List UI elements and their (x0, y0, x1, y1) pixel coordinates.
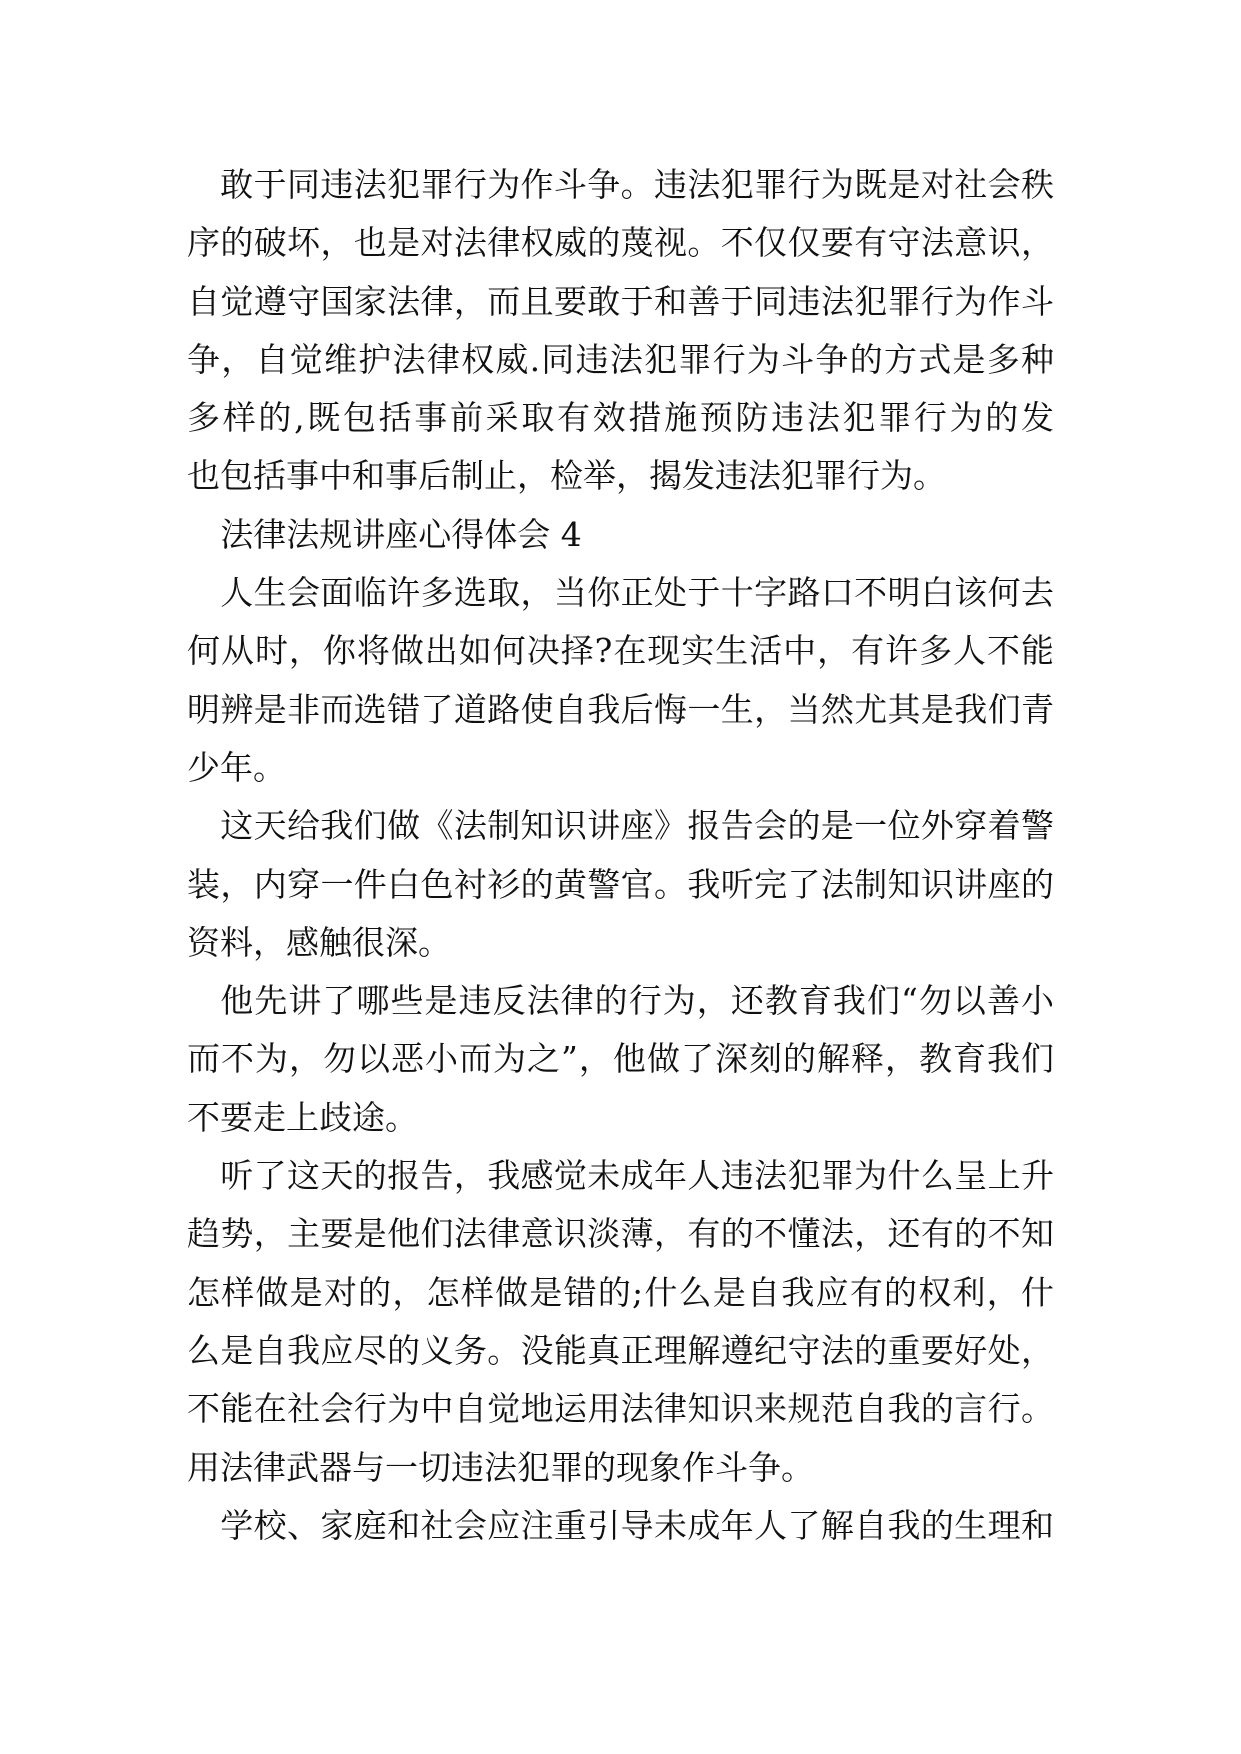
paragraph (187, 564, 1054, 797)
document-body (187, 156, 1054, 1555)
text-line: 怎样做是对的，怎样做是错的;什么是自我应有的权利，什 (187, 1272, 1054, 1312)
heading-line: 法律法规讲座心得体会 4 (220, 514, 582, 554)
text-line: 何从时，你将做出如何决择?在现实生活中，有许多人不能 (187, 631, 1054, 671)
text-line: 么是自我应尽的义务。没能真正理解遵纪守法的重要好处， (187, 1330, 1054, 1370)
text-line: 敢于同违法犯罪行为作斗争。违法犯罪行为既是对社会秩 (220, 165, 1054, 204)
text-line: 这天给我们做《法制知识讲座》报告会的是一位外穿着警 (220, 806, 1054, 846)
text-line: 也包括事中和事后制止，检举，揭发违法犯罪行为。 (187, 456, 946, 496)
text-line: 而不为，勿以恶小而为之”，他做了深刻的解释，教育我们 (187, 1039, 1054, 1079)
text-line: 不能在社会行为中自觉地运用法律知识来规范自我的言行。 (187, 1389, 1054, 1429)
text-line: 学校、家庭和社会应注重引导未成年人了解自我的生理和 (220, 1505, 1054, 1545)
text-line: 少年。 (187, 747, 286, 787)
text-line: 争，自觉维护法律权威.同违法犯罪行为斗争的方式是多种 (187, 339, 1054, 379)
text-line: 明辨是非而选错了道路使自我后悔一生，当然尤其是我们青 (187, 689, 1054, 729)
text-line: 自觉遵守国家法律，而且要敢于和善于同违法犯罪行为作斗 (187, 281, 1054, 321)
paragraph (187, 1497, 1054, 1555)
text-line: 人生会面临许多选取，当你正处于十字路口不明白该何去 (220, 573, 1054, 613)
paragraph (187, 797, 1054, 972)
text-line: 用法律武器与一切违法犯罪的现象作斗争。 (187, 1447, 814, 1487)
text-line: 听了这天的报告，我感觉未成年人违法犯罪为什么呈上升 (220, 1156, 1054, 1196)
text-line: 资料，感触很深。 (187, 922, 451, 962)
text-line: 不要走上歧途。 (187, 1097, 418, 1137)
paragraph (187, 156, 1054, 506)
text-line: 序的破坏，也是对法律权威的蔑视。不仅仅要有守法意识， (187, 223, 1054, 263)
text-line: 装，内穿一件白色衬衫的黄警官。我听完了法制知识讲座的 (187, 864, 1054, 904)
text-line: 他先讲了哪些是违反法律的行为，还教育我们“勿以善小 (220, 981, 1054, 1021)
text-line: 趋势，主要是他们法律意识淡薄，有的不懂法，还有的不知 (187, 1214, 1054, 1254)
section-heading (187, 506, 1054, 564)
paragraph (187, 1147, 1054, 1497)
text-line: 多样的,既包括事前采取有效措施预防违法犯罪行为的发 (187, 398, 1054, 438)
paragraph (187, 972, 1054, 1147)
